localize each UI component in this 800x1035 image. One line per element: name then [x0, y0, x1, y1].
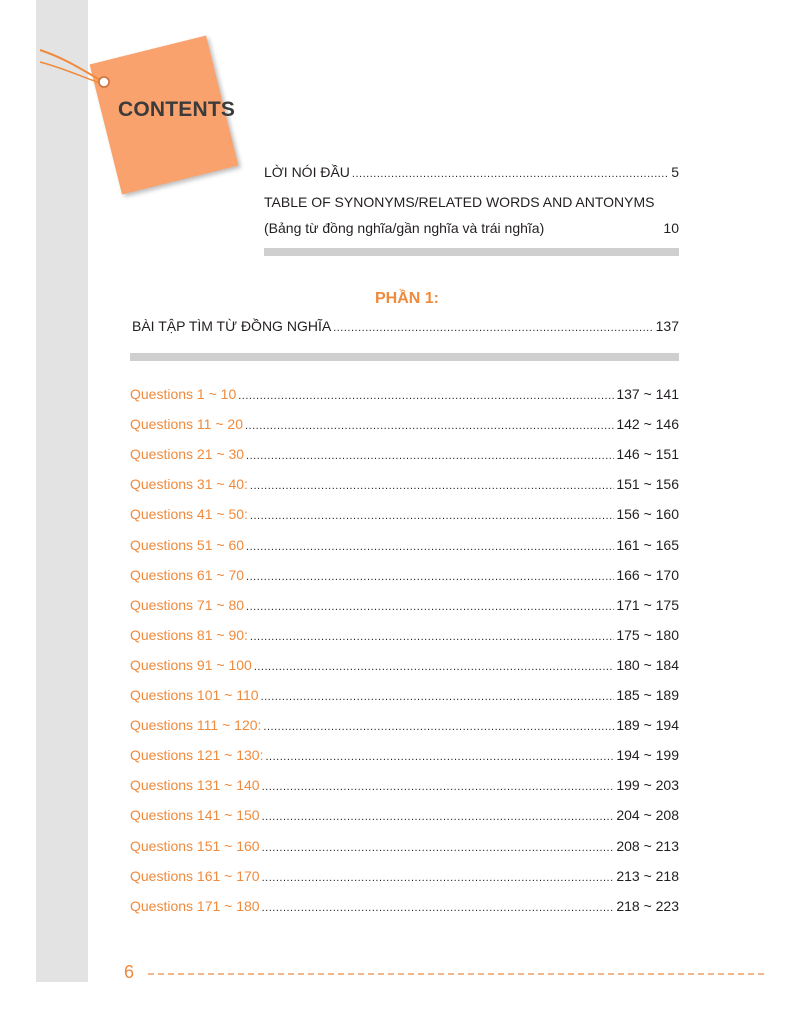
question-page-range: 189 ~ 194: [616, 717, 679, 734]
dot-leader: [261, 691, 615, 703]
dot-leader: [262, 872, 615, 884]
question-range-label: Questions 121 ~ 130:: [130, 747, 264, 764]
toc-entry-question[interactable]: [130, 627, 679, 643]
question-page-range: 194 ~ 199: [616, 747, 679, 764]
toc-entry-question[interactable]: [130, 416, 679, 432]
question-range-label: Questions 61 ~ 70: [130, 566, 245, 583]
dot-leader: [262, 781, 615, 793]
toc-entry-question[interactable]: [130, 898, 679, 914]
toc-entry-question[interactable]: [130, 506, 679, 522]
question-range-label: Questions 161 ~ 170: [130, 867, 260, 884]
toc-entry-question[interactable]: [130, 386, 679, 402]
toc-entry-synonyms[interactable]: [264, 220, 679, 236]
dot-leader: [266, 751, 615, 763]
toc-entry-question[interactable]: [130, 597, 679, 613]
question-page-range: 175 ~ 180: [616, 626, 679, 643]
question-range-label: Questions 51 ~ 60: [130, 536, 245, 553]
question-page-range: 142 ~ 146: [616, 416, 679, 433]
question-page-range: 161 ~ 165: [616, 536, 679, 553]
dot-leader: [246, 571, 614, 583]
question-range-label: Questions 31 ~ 40:: [130, 476, 248, 493]
toc-entry-question[interactable]: [130, 537, 679, 553]
dot-leader: [333, 322, 653, 334]
toc-entry-question[interactable]: [130, 807, 679, 823]
question-page-range: 156 ~ 160: [616, 506, 679, 523]
question-range-label: Questions 21 ~ 30: [130, 446, 245, 463]
question-page-range: 199 ~ 203: [616, 777, 679, 794]
toc-entry-question[interactable]: [130, 567, 679, 583]
dot-leader: [245, 420, 614, 432]
question-page-range: 185 ~ 189: [616, 687, 679, 703]
question-range-label: Questions 11 ~ 20: [130, 416, 243, 433]
dot-leader: [250, 510, 614, 522]
question-range-label: Questions 151 ~ 160: [130, 837, 260, 854]
dot-leader: [250, 631, 614, 643]
question-page-range: 171 ~ 175: [616, 596, 679, 613]
toc-entry-question[interactable]: [130, 868, 679, 884]
toc-entry-part1[interactable]: [132, 318, 679, 334]
question-range-label: Questions 81 ~ 90:: [130, 626, 248, 643]
dot-leader: [262, 842, 615, 854]
question-range-label: Questions 1 ~ 10: [130, 386, 237, 402]
toc-entry-question[interactable]: [130, 446, 679, 462]
dot-leader: [250, 480, 614, 492]
dot-leader: [246, 450, 614, 462]
footer-dashed-line: [148, 973, 764, 975]
toc-entry-sublabel: (Bảng từ đồng nghĩa/gần nghĩa và trái nghĩa): [264, 220, 545, 236]
toc-entry-question[interactable]: [130, 476, 679, 492]
toc-entry-question[interactable]: [130, 687, 679, 703]
toc-entry-question[interactable]: [130, 747, 679, 763]
question-page-range: 213 ~ 218: [616, 867, 679, 884]
dot-leader: [352, 168, 669, 180]
question-range-label: Questions 171 ~ 180: [130, 897, 260, 914]
toc-entry-label: LỜI NÓI ĐẦU: [264, 164, 350, 180]
dot-leader: [254, 661, 615, 673]
toc-entry-question[interactable]: [130, 717, 679, 733]
question-page-range: 137 ~ 141: [616, 386, 679, 402]
part-heading: PHẦN 1:: [375, 290, 440, 307]
question-range-label: Questions 71 ~ 80: [130, 596, 245, 613]
question-range-label: Questions 131 ~ 140: [130, 777, 260, 794]
page-title: CONTENTS: [118, 98, 236, 121]
dot-leader: [263, 721, 614, 733]
question-range-label: Questions 141 ~ 150: [130, 807, 260, 824]
toc-entry-question[interactable]: [130, 657, 679, 673]
question-range-label: Questions 101 ~ 110: [130, 687, 259, 703]
toc-entry-page: 10: [663, 220, 679, 236]
page-number: 6: [124, 962, 135, 982]
toc-entry-synonyms-title[interactable]: TABLE OF SYNONYMS/RELATED WORDS AND ANTONYMS: [264, 194, 655, 210]
question-page-range: 204 ~ 208: [616, 807, 679, 824]
question-page-range: 166 ~ 170: [616, 566, 679, 583]
dot-leader: [238, 390, 614, 402]
question-range-label: Questions 111 ~ 120:: [130, 717, 262, 734]
toc-entry-question[interactable]: [130, 777, 679, 793]
toc-entry-page: 5: [671, 164, 679, 180]
divider-bar: [130, 353, 679, 361]
side-strip: [36, 0, 88, 982]
dot-leader: [246, 601, 614, 613]
question-page-range: 208 ~ 213: [616, 837, 679, 854]
divider-bar: [264, 248, 679, 256]
toc-entry-page: 137: [655, 318, 679, 334]
question-page-range: 218 ~ 223: [616, 897, 679, 914]
dot-leader: [262, 902, 615, 914]
toc-entry-preface[interactable]: [264, 164, 679, 180]
question-page-range: 180 ~ 184: [616, 656, 679, 673]
question-page-range: 151 ~ 156: [616, 476, 679, 493]
dot-leader: [262, 811, 615, 823]
question-page-range: 146 ~ 151: [616, 446, 679, 463]
toc-entry-question[interactable]: [130, 838, 679, 854]
question-range-label: Questions 91 ~ 100: [130, 656, 252, 673]
dot-leader: [246, 541, 614, 553]
toc-entry-label: BÀI TẬP TÌM TỪ ĐỒNG NGHĨA: [132, 318, 332, 334]
question-range-label: Questions 41 ~ 50:: [130, 506, 248, 523]
